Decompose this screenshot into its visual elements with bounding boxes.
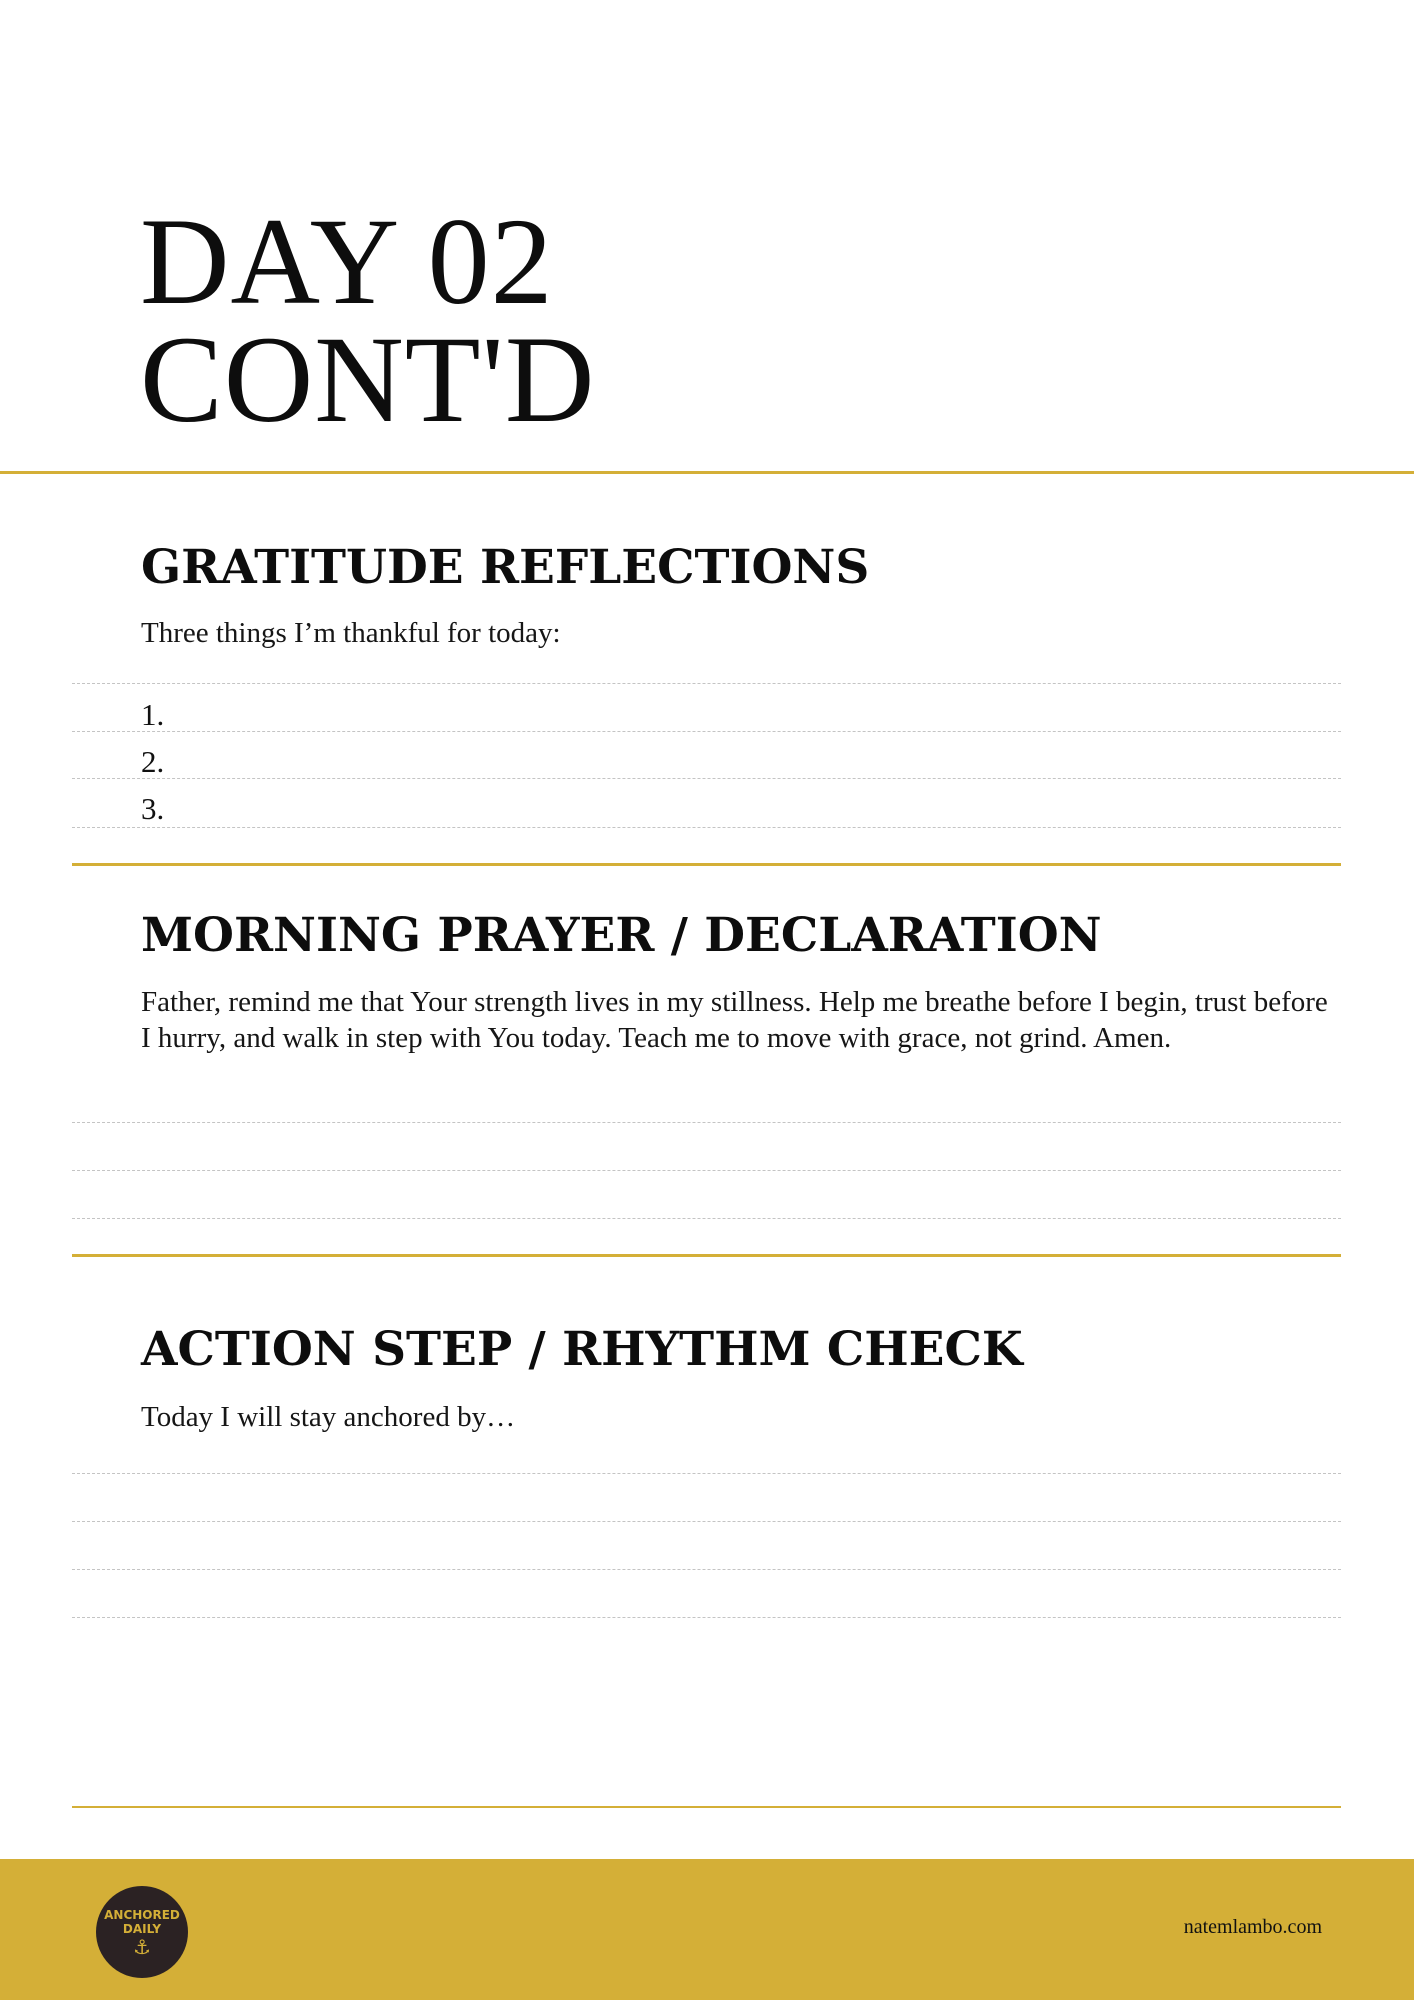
writing-line[interactable] xyxy=(72,1617,1341,1618)
gratitude-heading: GRATITUDE REFLECTIONS xyxy=(141,540,870,595)
footer xyxy=(0,1859,1414,2000)
section-divider xyxy=(72,1254,1341,1257)
writing-line[interactable] xyxy=(72,1569,1341,1570)
writing-line[interactable] xyxy=(72,1521,1341,1522)
website-link[interactable]: natemlambo.com xyxy=(1183,1916,1322,1938)
writing-line[interactable] xyxy=(72,1170,1341,1171)
writing-line[interactable] xyxy=(72,827,1341,828)
page-title-line-2: CONT'D xyxy=(140,311,596,448)
gratitude-item-number: 3. xyxy=(141,791,165,826)
writing-line[interactable] xyxy=(72,683,1341,684)
gratitude-item-number: 1. xyxy=(141,697,165,732)
gratitude-item-number: 2. xyxy=(141,744,165,779)
page-title-line-1: DAY 02 xyxy=(140,193,554,330)
writing-line[interactable] xyxy=(72,1473,1341,1474)
section-divider xyxy=(72,863,1341,866)
action-prompt: Today I will stay anchored by… xyxy=(141,1401,516,1433)
writing-line[interactable] xyxy=(72,1122,1341,1123)
anchored-daily-logo xyxy=(96,1886,188,1978)
footer-divider xyxy=(72,1806,1341,1808)
prayer-text: Father, remind me that Your strength lives in my stillness. Help me breathe before I begin, trust before I hurry, and walk in step with You today. Teach me to move with grace, not grind. Amen. xyxy=(141,986,1328,1054)
writing-line[interactable] xyxy=(72,731,1341,732)
anchor-icon: ⚓ xyxy=(133,1934,151,1959)
prayer-heading: MORNING PRAYER / DECLARATION xyxy=(141,908,1102,963)
gratitude-prompt: Three things I’m thankful for today: xyxy=(141,617,561,649)
action-heading: ACTION STEP / RHYTHM CHECK xyxy=(141,1322,1023,1377)
writing-line[interactable] xyxy=(72,1218,1341,1219)
logo-text-line-1: ANCHORED xyxy=(104,1907,180,1922)
title-divider xyxy=(0,471,1414,474)
logo-text-line-2: DAILY xyxy=(122,1921,162,1936)
writing-line[interactable] xyxy=(72,778,1341,779)
